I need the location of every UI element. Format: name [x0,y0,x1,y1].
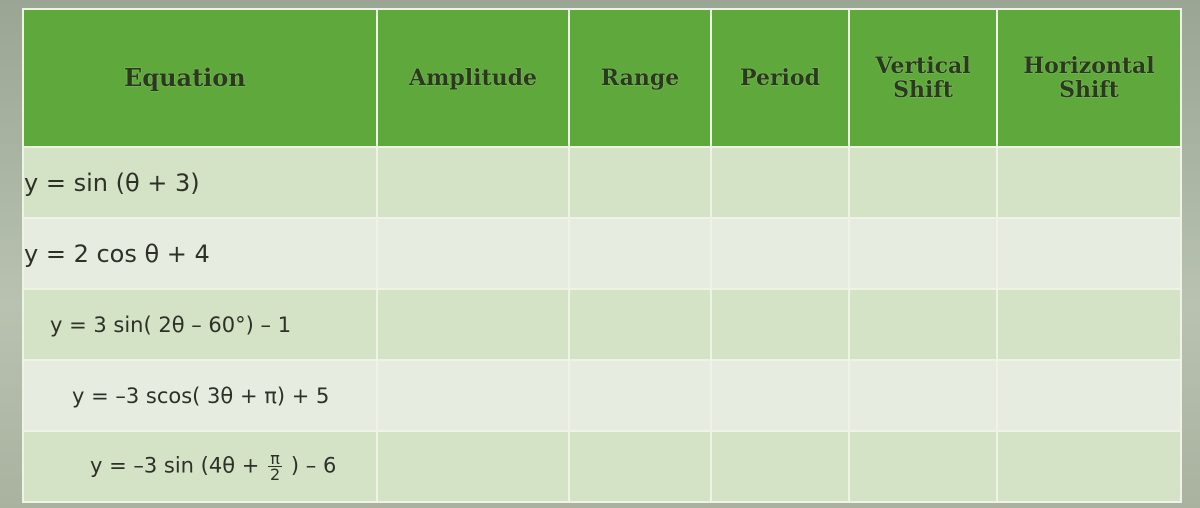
range-cell [569,218,711,289]
header-range: Range [569,9,711,147]
vertical-shift-cell [849,147,997,218]
equation-cell: y = 3 sin( 2θ – 60°) – 1 [23,289,377,360]
amplitude-cell [377,289,569,360]
equation-cell: y = sin (θ + 3) [23,147,377,218]
table-row [23,431,1181,502]
amplitude-cell [377,218,569,289]
equation-suffix: ) – 6 [290,453,337,478]
amplitude-cell [377,360,569,431]
equation-cell [23,431,377,502]
vertical-shift-cell [849,218,997,289]
equation-cell: y = 2 cos θ + 4 [23,218,377,289]
equation-prefix: y = –3 sin (4θ + [90,453,260,478]
vertical-shift-cell [849,360,997,431]
range-cell [569,360,711,431]
header-vertical-shift: Vertical Shift [849,9,997,147]
amplitude-cell [377,431,569,502]
header-period: Period [711,9,849,147]
range-cell [569,289,711,360]
period-cell [711,431,849,502]
vertical-shift-cell [849,289,997,360]
horizontal-shift-cell [997,431,1181,502]
header-equation: Equation [23,9,377,147]
period-cell [711,360,849,431]
range-cell [569,147,711,218]
horizontal-shift-cell [997,218,1181,289]
table-row [23,218,1181,289]
amplitude-cell [377,147,569,218]
range-cell [569,431,711,502]
table-row [23,147,1181,218]
fraction-numerator: π [268,451,282,467]
period-cell [711,289,849,360]
pi-over-two-fraction [268,451,282,482]
header-amplitude: Amplitude [377,9,569,147]
horizontal-shift-cell [997,289,1181,360]
equation-cell: y = –3 scos( 3θ + π) + 5 [23,360,377,431]
fraction-denominator: 2 [270,465,281,484]
trig-properties-table [22,8,1182,503]
horizontal-shift-cell [997,147,1181,218]
period-cell [711,218,849,289]
header-horizontal-shift: Horizontal Shift [997,9,1181,147]
table-row [23,360,1181,431]
horizontal-shift-cell [997,360,1181,431]
header-row [23,9,1181,147]
table-row [23,289,1181,360]
period-cell [711,147,849,218]
vertical-shift-cell [849,431,997,502]
